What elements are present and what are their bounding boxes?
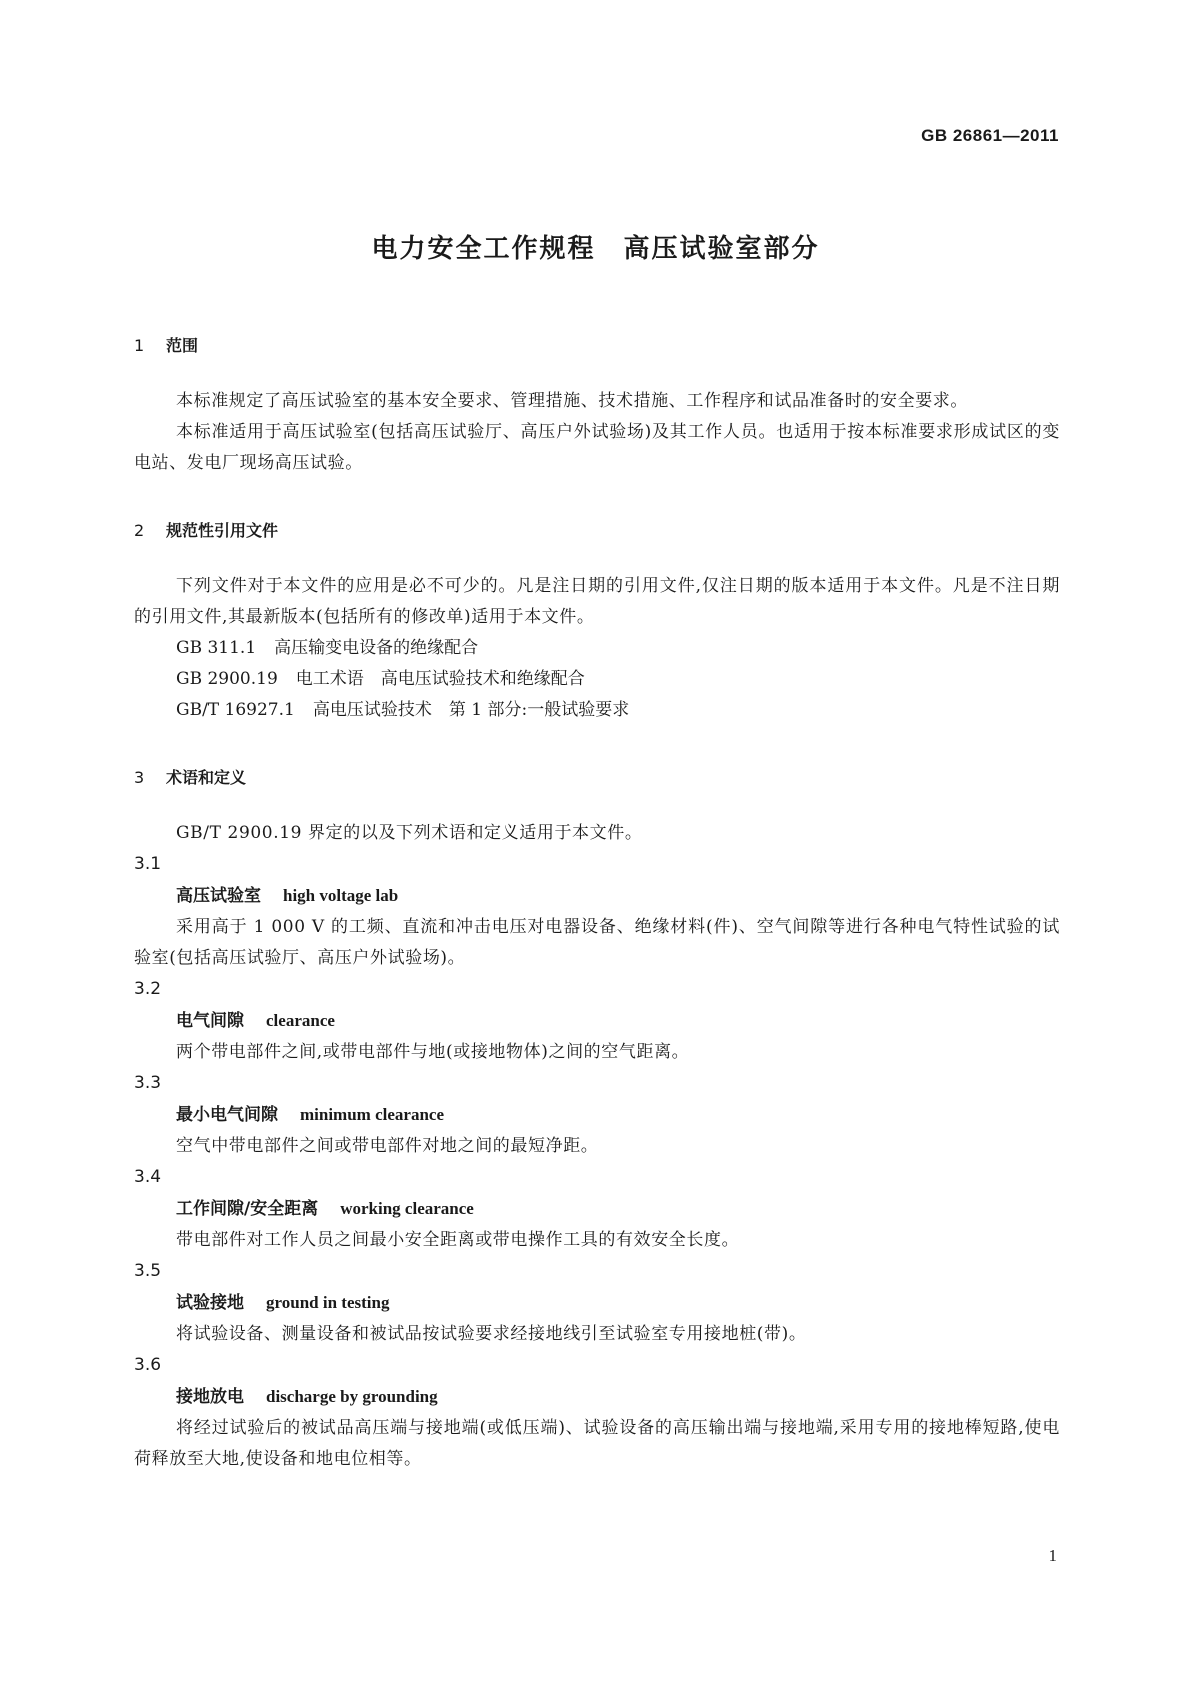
term-heading — [134, 1287, 1060, 1319]
term-entry — [134, 1068, 1060, 1162]
paragraph: GB/T 2900.19 界定的以及下列术语和定义适用于本文件。 — [176, 823, 643, 843]
term-definition: 将试验设备、测量设备和被试品按试验要求经接地线引至试验室专用接地桩(带)。 — [176, 1324, 807, 1344]
term-english: discharge by grounding — [266, 1387, 438, 1406]
section-normative-references — [134, 517, 1060, 726]
reference-code: GB/T 16927.1 — [176, 700, 295, 720]
section-number: 2 — [134, 521, 145, 540]
term-heading — [134, 1005, 1060, 1037]
document-title: 电力安全工作规程 高压试验室部分 — [371, 234, 820, 264]
term-english: high voltage lab — [283, 886, 399, 905]
term-number: 3.6 — [134, 1355, 162, 1375]
section-terms-definitions — [134, 764, 1060, 1475]
term-chinese: 试验接地 — [176, 1293, 244, 1313]
paragraph: 本标准适用于高压试验室(包括高压试验厅、高压户外试验场)及其工作人员。也适用于按本标准要求形成试区的变电站、发电厂现场高压试验。 — [134, 422, 1060, 473]
term-heading — [134, 1381, 1060, 1413]
term-number: 3.5 — [134, 1261, 162, 1281]
term-english: clearance — [266, 1011, 335, 1030]
term-definition: 空气中带电部件之间或带电部件对地之间的最短净距。 — [176, 1136, 599, 1156]
term-english: working clearance — [340, 1199, 474, 1218]
section-scope — [134, 332, 1060, 479]
term-definition: 两个带电部件之间,或带电部件与地(或接地物体)之间的空气距离。 — [176, 1042, 690, 1062]
section-title: 规范性引用文件 — [166, 521, 279, 540]
term-english: minimum clearance — [300, 1105, 444, 1124]
section-number: 3 — [134, 768, 145, 787]
header-code: GB 26861—2011 — [921, 126, 1059, 145]
term-chinese: 工作间隙/安全距离 — [176, 1199, 319, 1219]
reference-title: 高压输变电设备的绝缘配合 — [274, 638, 479, 658]
paragraph: 本标准规定了高压试验室的基本安全要求、管理措施、技术措施、工作程序和试品准备时的安全要求。 — [176, 391, 968, 411]
reference-item — [134, 695, 1060, 726]
term-definition: 带电部件对工作人员之间最小安全距离或带电操作工具的有效安全长度。 — [176, 1230, 740, 1250]
term-chinese: 电气间隙 — [176, 1011, 244, 1031]
reference-item — [134, 633, 1060, 664]
term-number: 3.3 — [134, 1073, 162, 1093]
reference-item — [134, 664, 1060, 695]
paragraph: 下列文件对于本文件的应用是必不可少的。凡是注日期的引用文件,仅注日期的版本适用于本文件。凡是不注日期的引用文件,其最新版本(包括所有的修改单)适用于本文件。 — [134, 576, 1060, 627]
section-number: 1 — [134, 336, 145, 355]
reference-code: GB 311.1 — [176, 638, 257, 658]
term-entry — [134, 1162, 1060, 1256]
term-entry — [134, 974, 1060, 1068]
section-heading — [134, 332, 1060, 360]
term-entry — [134, 1256, 1060, 1350]
section-heading — [134, 517, 1060, 545]
term-number: 3.1 — [134, 854, 162, 874]
term-entry — [134, 1350, 1060, 1475]
term-definition: 采用高于 1 000 V 的工频、直流和冲击电压对电器设备、绝缘材料(件)、空气间隙等进行各种电气特性试验的试验室(包括高压试验厅、高压户外试验场)。 — [134, 917, 1060, 968]
section-title: 术语和定义 — [166, 768, 247, 787]
term-definition: 将经过试验后的被试品高压端与接地端(或低压端)、试验设备的高压输出端与接地端,采用专用的接地棒短路,使电荷释放至大地,使设备和地电位相等。 — [134, 1418, 1060, 1469]
term-heading — [134, 880, 1060, 912]
term-heading — [134, 1099, 1060, 1131]
term-english: ground in testing — [266, 1293, 390, 1312]
term-chinese: 最小电气间隙 — [176, 1105, 278, 1125]
term-entry — [134, 849, 1060, 974]
term-chinese: 接地放电 — [176, 1387, 244, 1407]
section-title: 范围 — [166, 336, 199, 355]
reference-title: 高电压试验技术 第 1 部分:一般试验要求 — [312, 700, 630, 720]
term-number: 3.2 — [134, 979, 162, 999]
term-chinese: 高压试验室 — [176, 886, 261, 906]
term-number: 3.4 — [134, 1167, 162, 1187]
section-heading — [134, 764, 1060, 792]
term-heading — [134, 1193, 1060, 1225]
page-number: 1 — [1048, 1546, 1057, 1565]
reference-title: 电工术语 高电压试验技术和绝缘配合 — [295, 669, 585, 689]
document-body — [134, 332, 1060, 1475]
reference-code: GB 2900.19 — [176, 669, 278, 689]
